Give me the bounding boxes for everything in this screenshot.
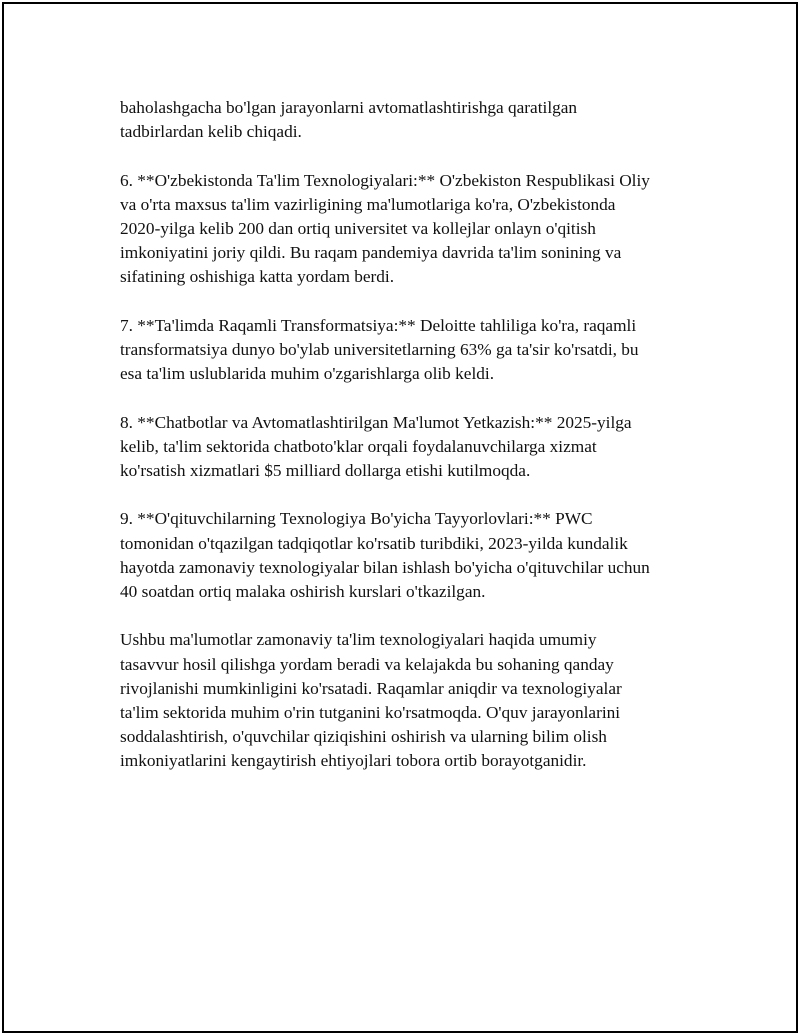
text-line: imkoniyatini joriy qildi. Bu raqam pandemiya davrida ta'lim sonining va	[120, 243, 622, 263]
text-line: kelib, ta'lim sektorida chatboto'klar orqali foydalanuvchilarga xizmat	[120, 436, 597, 456]
text-line: baholashgacha bo'lgan jarayonlarni avtomatlashtirishga qaratilgan	[120, 98, 578, 117]
text-line: transformatsiya dunyo bo'ylab universitetlarning 63% ga ta'sir ko'rsatdi, bu	[120, 340, 639, 359]
document-page	[2, 2, 798, 1033]
text-line: hayotda zamonaviy texnologiyalar bilan ishlash bo'yicha o'qituvchilar uchun	[120, 557, 650, 577]
text-line: 2020-yilga kelib 200 dan ortiq universitet va kollejlar onlayn o'qitish	[120, 219, 596, 238]
text-line: 40 soatdan ortiq malaka oshirish kurslari o'tkazilgan.	[120, 582, 486, 601]
text-line: Ushbu ma'lumotlar zamonaviy ta'lim texnologiyalari haqida umumiy	[120, 630, 597, 650]
paragraph-item-6	[120, 169, 700, 290]
paragraph-item-8	[120, 411, 700, 484]
text-line: imkoniyatlarini kengaytirish ehtiyojlari tobora ortib borayotganidir.	[120, 751, 587, 771]
text-line: va o'rta maxsus ta'lim vazirligining ma'lumotlariga ko'ra, O'zbekistonda	[120, 194, 616, 214]
text-line: sifatining oshishiga katta yordam berdi.	[120, 267, 395, 287]
text-line: 9. **O'qituvchilarning Texnologiya Bo'yicha Tayyorlovlari:** PWC	[120, 509, 593, 529]
paragraph-item-9	[120, 507, 700, 604]
text-line: 6. **O'zbekistonda Ta'lim Texnologiyalari:** O'zbekiston Respublikasi Oliy	[120, 170, 650, 190]
text-line: 7. **Ta'limda Raqamli Transformatsiya:** Deloitte tahliliga ko'ra, raqamli	[120, 315, 637, 335]
text-line: tomonidan o'tqazilgan tadqiqotlar ko'rsatib turibdiki, 2023-yilda kundalik	[120, 533, 628, 553]
text-line: 8. **Chatbotlar va Avtomatlashtirilgan Ma'lumot Yetkazish:** 2025-yilga	[120, 412, 632, 432]
text-line: ko'rsatish xizmatlari $5 milliard dollarga etishi kutilmoqda.	[120, 461, 531, 480]
paragraph-item-7	[120, 314, 700, 387]
paragraph-intro-continuation	[120, 96, 700, 144]
text-line: tadbirlardan kelib chiqadi.	[120, 122, 302, 142]
text-line: tasavvur hosil qilishga yordam beradi va kelajakda bu sohaning qanday	[120, 654, 614, 674]
text-line: esa ta'lim uslublarida muhim o'zgarishlarga olib keldi.	[120, 364, 495, 384]
document-body	[120, 96, 700, 798]
text-line: ta'lim sektorida muhim o'rin tutganini ko'rsatmoqda. O'quv jarayonlarini	[120, 703, 621, 722]
paragraph-conclusion	[120, 628, 700, 773]
text-line: soddalashtirish, o'quvchilar qiziqishini oshirish va ularning bilim olish	[120, 727, 607, 747]
text-line: rivojlanishi mumkinligini ko'rsatadi. Raqamlar aniqdir va texnologiyalar	[120, 678, 622, 698]
